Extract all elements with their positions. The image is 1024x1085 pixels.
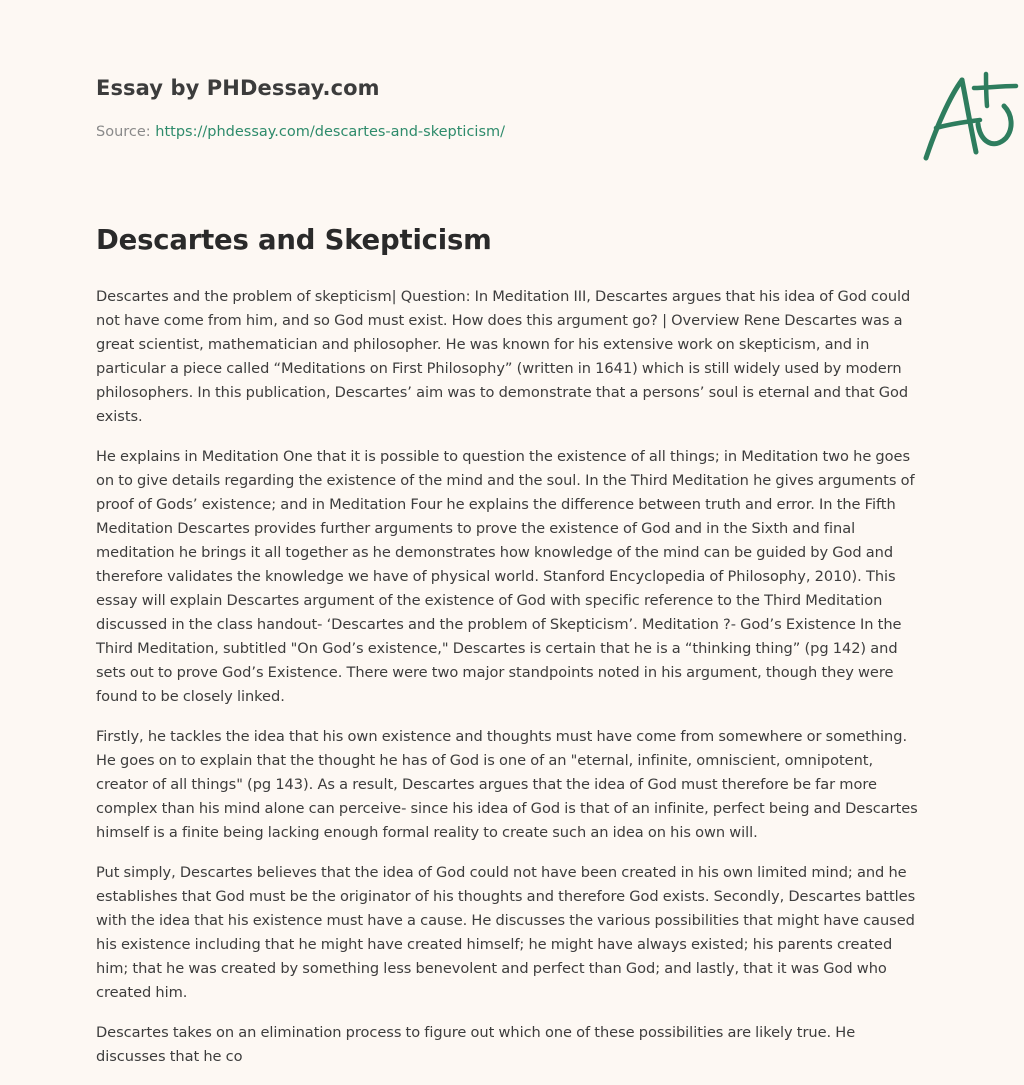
- a-plus-logo-icon: [916, 66, 1024, 166]
- source-line: [96, 124, 505, 140]
- source-label: Source:: [96, 124, 156, 140]
- site-title: Essay by PHDessay.com: [96, 76, 380, 100]
- essay-body: [96, 285, 928, 1085]
- essay-title: Descartes and Skepticism: [96, 224, 492, 256]
- essay-paragraph: He explains in Meditation One that it is possible to question the existence of all things; in Meditation two he goes on to give details regarding the existence of the mind and the soul. In the Third Meditation he gives arguments of proof of Gods’ existence; and in Meditation Four he explains the difference between truth and error. In the Fifth Meditation Descartes provides further arguments to prove the existence of God and in the Sixth and final meditation he brings it all together as he demonstrates how knowledge of the mind can be guided by God and therefore validates the knowledge we have of physical world. Stanford Encyclopedia of Philosophy, 2010). This essay will explain Descartes argument of the existence of God with specific reference to the Third Meditation discussed in the class handout- ‘Descartes and the problem of Skepticism’. Meditation ?- God’s Existence In the Third Meditation, subtitled "On God’s existence," Descartes is certain that he is a “thinking thing” (pg 142) and sets out to prove God’s Existence. There were two major standpoints noted in his argument, though they were found to be closely linked.: [96, 448, 915, 705]
- essay-paragraph: Descartes and the problem of skepticism| Question: In Meditation III, Descartes argues that his idea of God could not have come from him, and so God must exist. How does this argument go? | Overview Rene Descartes was a great scientist, mathematician and philosopher. He was known for his extensive work on skepticism, and in particular a piece called “Meditations on First Philosophy” (written in 1641) which is still widely used by modern philosophers. In this publication, Descartes’ aim was to demonstrate that a persons’ soul is eternal and that God exists.: [96, 288, 911, 425]
- essay-paragraph: Firstly, he tackles the idea that his own existence and thoughts must have come from somewhere or something. He goes on to explain that the thought he has of God is one of an "eternal, infinite, omniscient, omnipotent, creator of all things" (pg 143). As a result, Descartes argues that the idea of God must therefore be far more complex than his mind alone can perceive- since his idea of God is that of an infinite, perfect being and Descartes himself is a finite being lacking enough formal reality to create such an idea on his own will.: [96, 728, 918, 841]
- source-link[interactable]: https://phdessay.com/descartes-and-skepticism/: [155, 124, 506, 140]
- essay-paragraph: Put simply, Descartes believes that the idea of God could not have been created in his own limited mind; and he establishes that God must be the originator of his thoughts and therefore God exists. Secondly, Descartes battles with the idea that his existence must have a cause. He discusses the various possibilities that might have caused his existence including that he might have created himself; he might have always existed; his parents created him; that he was created by something less benevolent and perfect than God; and lastly, that it was God who created him.: [96, 864, 916, 1001]
- essay-paragraph: Descartes takes on an elimination process to figure out which one of these possibilities are likely true. He discusses that he co: [96, 1024, 856, 1065]
